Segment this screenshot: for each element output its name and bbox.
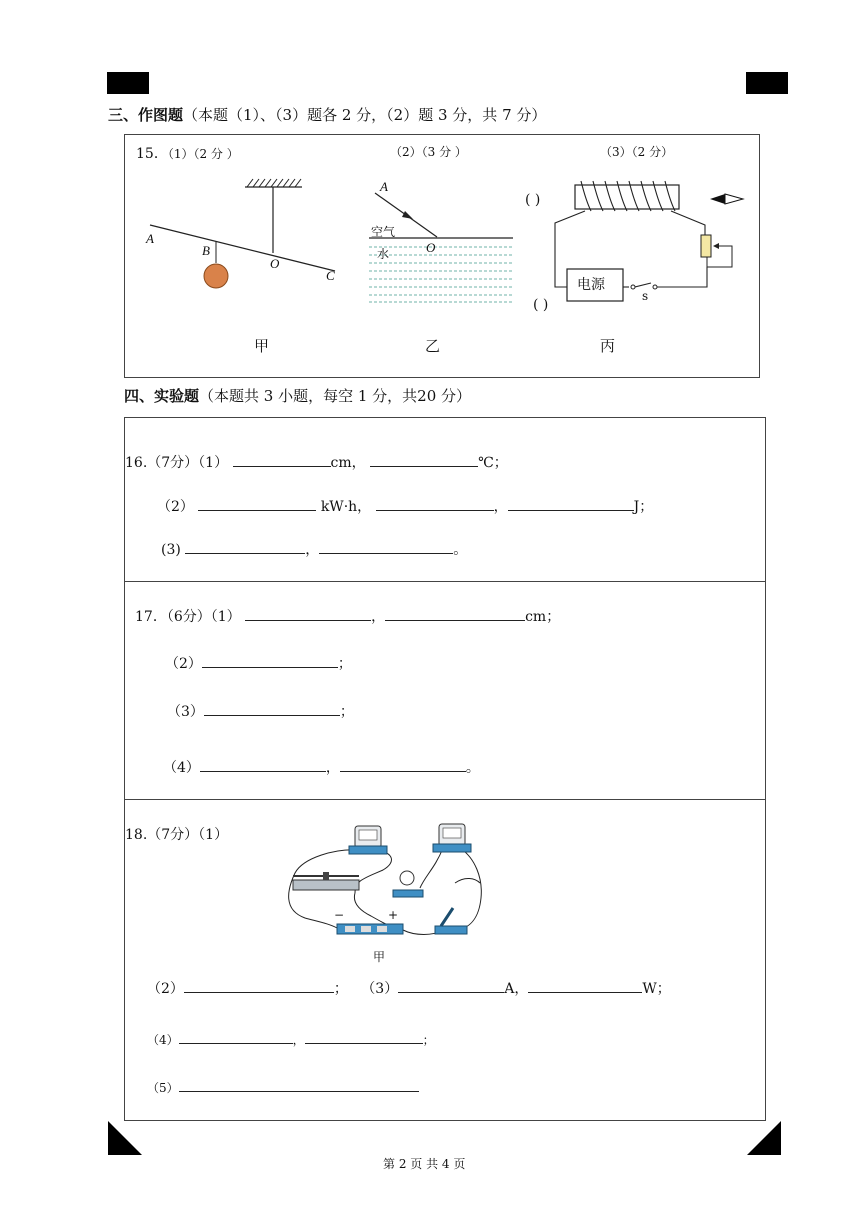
q18-line4: （4） ， ；: [147, 1029, 435, 1048]
q17-blank-4[interactable]: [204, 701, 340, 716]
label-O: O: [270, 256, 280, 271]
q16-blank-4[interactable]: [376, 496, 494, 511]
q18-line1: 18.（7分）（1）: [125, 827, 229, 843]
registration-mark-top-right: [746, 72, 788, 94]
q16-blank-3[interactable]: [198, 496, 316, 511]
q15-part3-label: （3）（2 分）: [600, 145, 674, 159]
label-ray-A: A: [380, 179, 388, 194]
q16-line1: 16.（7分）（1） cm， ℃；: [125, 452, 508, 472]
q18-blank-2[interactable]: [398, 978, 504, 993]
q17-blank-5[interactable]: [200, 757, 326, 772]
q17-line1: 17．（6分）（1） ， cm；: [135, 606, 560, 626]
battery-minus: −: [334, 908, 345, 922]
label-water: 水: [377, 247, 390, 261]
q18-blank-6[interactable]: [179, 1077, 419, 1092]
label-air: 空气: [371, 225, 396, 239]
q18-line5: （5）: [147, 1077, 419, 1096]
page-footer: 第 2 页 共 4 页: [383, 1157, 466, 1171]
section3-note: （本题（1）、（3）题各 2 分，（2）题 3 分，共 7 分）: [183, 106, 547, 124]
registration-mark-top-left: [107, 72, 149, 94]
label-point-O: O: [426, 240, 436, 255]
q18-figure-caption: 甲: [373, 950, 386, 964]
q17-box: [124, 581, 766, 800]
q15-part1-label: （1）（2 分 ）: [167, 147, 239, 161]
registration-mark-bottom-left: [108, 1121, 142, 1155]
experiment-apparatus-diagram: [275, 818, 495, 940]
label-C: C: [326, 268, 335, 283]
q18-blank-5[interactable]: [305, 1029, 423, 1044]
power-source-label: 电源: [577, 277, 605, 293]
q17-blank-1[interactable]: [245, 606, 371, 621]
q17-line3: （3） ；: [167, 701, 354, 721]
q18-box: [124, 799, 766, 1121]
switch-label: s: [642, 289, 649, 303]
q18-blank-1[interactable]: [184, 978, 334, 993]
battery-plus: +: [388, 908, 399, 922]
label-B: B: [202, 243, 210, 258]
q17-line2: （2） ；: [165, 653, 352, 673]
lever-diagram: [135, 175, 355, 295]
section4-heading: [124, 385, 471, 406]
registration-mark-bottom-right: [747, 1121, 781, 1155]
q16-blank-5[interactable]: [508, 496, 634, 511]
q18-line2: （2） ； （3） A， W；: [147, 978, 671, 998]
q16-blank-6[interactable]: [185, 539, 305, 554]
caption-jia: 甲: [254, 337, 270, 355]
section3-heading: [108, 104, 546, 125]
bracket-top: ( ): [525, 192, 541, 208]
q18-blank-3[interactable]: [528, 978, 642, 993]
caption-bing: 丙: [600, 337, 616, 355]
q15-box: [124, 134, 760, 378]
q16-blank-7[interactable]: [319, 539, 453, 554]
q17-blank-6[interactable]: [340, 757, 466, 772]
q16-blank-1[interactable]: [233, 452, 331, 467]
bracket-bottom: ( ): [533, 297, 549, 313]
q16-line2: （2） kW·h， ， J；: [157, 496, 653, 516]
q15-num: 15．（1）（2 分 ）: [136, 146, 239, 162]
q16-line3: (3) ， 。: [161, 539, 467, 559]
q18-blank-4[interactable]: [179, 1029, 293, 1044]
q15-part2-label: （2）（3 分 ）: [390, 145, 467, 159]
section4-note: （本题共 3 小题，每空 1 分，共20 分）: [199, 387, 472, 405]
section3-title: 三、作图题: [108, 106, 184, 124]
caption-yi: 乙: [425, 337, 441, 355]
q16-blank-2[interactable]: [370, 452, 478, 467]
q16-box: [124, 417, 766, 582]
q17-line4: （4） ， 。: [163, 757, 480, 777]
q17-blank-2[interactable]: [385, 606, 525, 621]
section4-title: 四、实验题: [124, 387, 200, 405]
q17-blank-3[interactable]: [202, 653, 338, 668]
label-A: A: [146, 231, 154, 246]
